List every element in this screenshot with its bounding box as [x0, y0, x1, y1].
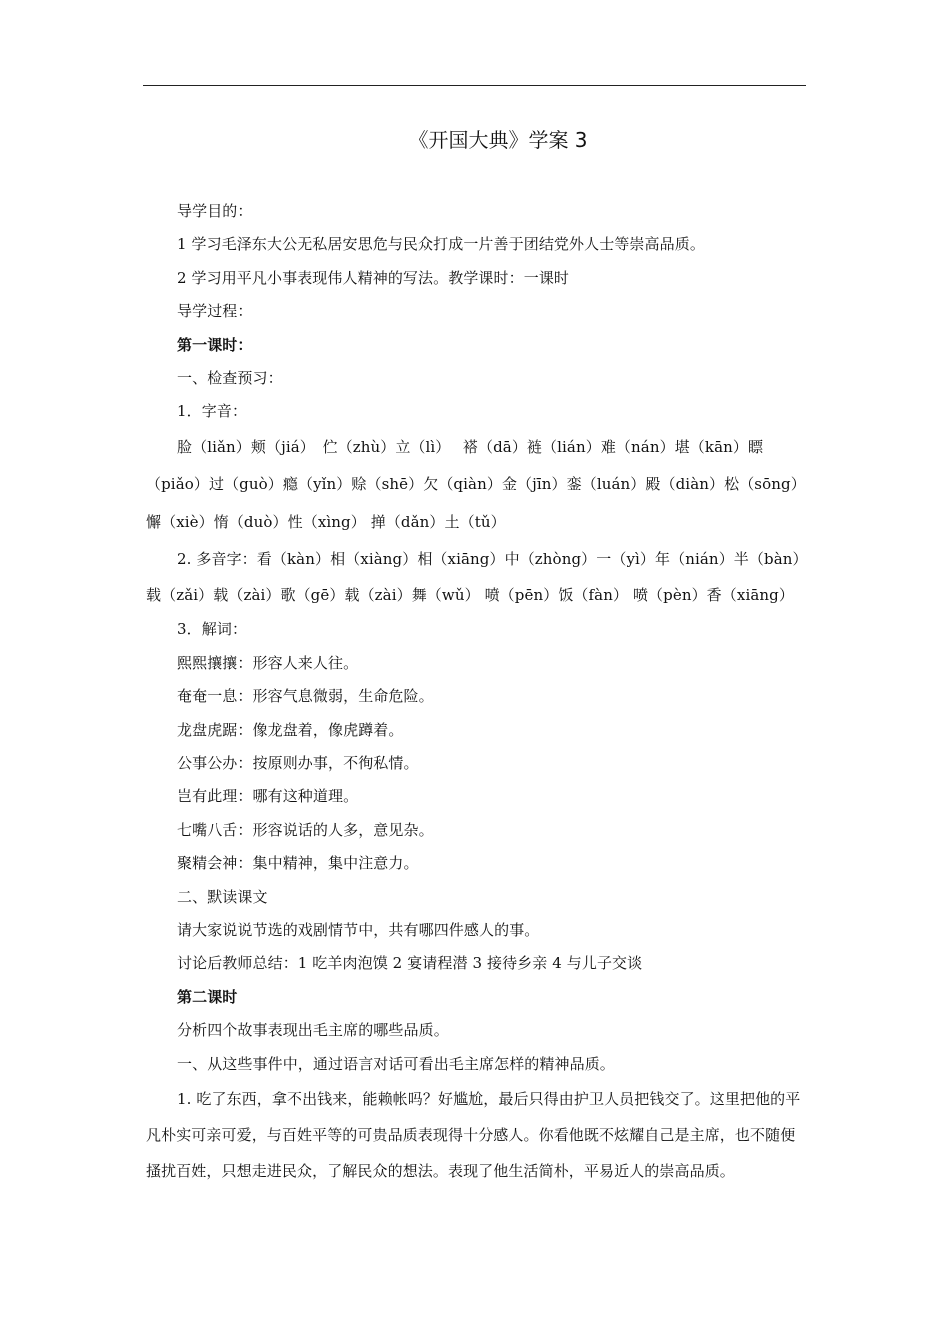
paragraph: 1．字音：	[177, 402, 248, 421]
document-body	[146, 195, 808, 1189]
paragraph: 七嘴八舌：形容说话的人多，意见杂。	[177, 820, 434, 839]
paragraph: 3．解词：	[177, 620, 248, 639]
paragraph: 聚精会神：集中精神，集中注意力。	[177, 854, 419, 873]
paragraph: 导学过程：	[177, 302, 253, 321]
paragraph: 二、默读课文	[177, 887, 268, 906]
paragraph: 1. 吃了东西，拿不出钱来，能赖帐吗？好尴尬，最后只得由护卫人员把钱交了。这里把他的平凡朴实可亲可爱，与百姓平等的可贵品质表现得十分感人。你看他既不炫耀自己是主席，也不随便搔扰百姓，只想走进民众，了解民众的想法。表现了他生活简朴，平易近人的崇高品质。	[146, 1090, 801, 1181]
paragraph: 请大家说说节选的戏剧情节中，共有哪四件感人的事。	[177, 921, 540, 939]
paragraph: 熙熙攘攘：形容人来人往。	[177, 653, 359, 672]
paragraph: 脸（liǎn）颊（jiá） 伫（zhù）立（lì） 褡（dā）裢（lián）难（nán）堪（kān）瞟（piǎo）过（guò）瘾（yǐn）赊（shē）欠（qiàn）金（jīn）銮（luán）殿（diàn）松（sōng）懈（xiè）惰（duò）性（xìng） 掸（dǎn）土（tǔ）	[146, 437, 806, 531]
section-heading: 第一课时：	[177, 335, 253, 354]
paragraph: 讨论后教师总结：1 吃羊肉泡馍 2 宴请程潜 3 接待乡亲 4 与儿子交谈	[177, 954, 643, 973]
paragraph: 龙盘虎踞：像龙盘着，像虎蹲着。	[177, 720, 404, 739]
paragraph: 岂有此理：哪有这种道理。	[177, 787, 359, 806]
paragraph: 一、从这些事件中，通过语言对话可看出毛主席怎样的精神品质。	[177, 1054, 615, 1073]
paragraph: 2 学习用平凡小事表现伟人精神的写法。教学课时：一课时	[177, 268, 570, 287]
paragraph: 导学目的：	[177, 202, 253, 220]
header-rule	[143, 85, 806, 86]
page-title: 《开国大典》学案 3	[408, 128, 588, 152]
paragraph: 一、检查预习：	[177, 369, 283, 388]
paragraph: 奄奄一息：形容气息微弱，生命危险。	[177, 687, 434, 706]
paragraph: 公事公办：按原则办事，不徇私情。	[177, 753, 419, 772]
section-heading: 第二课时	[177, 987, 238, 1006]
paragraph: 1 学习毛泽东大公无私居安思危与民众打成一片善于团结党外人士等崇高品质。	[177, 235, 705, 254]
paragraph: 分析四个故事表现出毛主席的哪些品质。	[177, 1021, 449, 1040]
paragraph: 2. 多音字：看（kàn）相（xiàng）相（xiāng）中（zhòng）一（yì）年（nián）半（bàn）载（zǎi）载（zài）歌（gē）载（zài）舞（wǔ） 喷（pēn）饭（fàn） 喷（pèn）香（xiāng）	[146, 550, 808, 605]
